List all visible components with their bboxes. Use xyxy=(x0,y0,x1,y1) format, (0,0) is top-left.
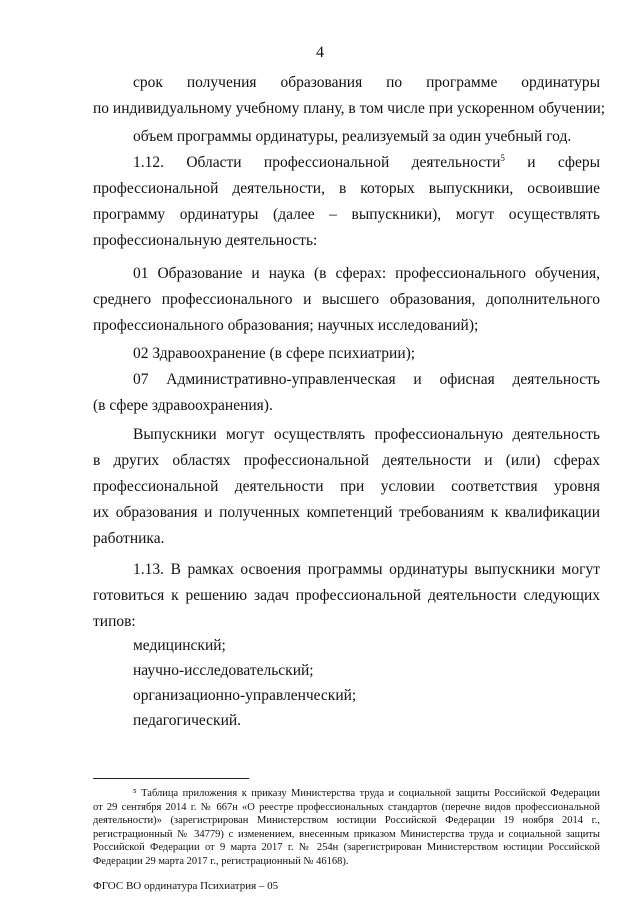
footnote-line: регистрационный № 34779) с изменением, внесенным приказом Министерства труда и социальной защиты xyxy=(93,828,600,840)
text-line: готовиться к решению задач профессиональной деятельности следующих xyxy=(93,587,600,604)
footnote-line: Федерации 29 марта 2017 г., регистрационный № 46168). xyxy=(93,855,349,867)
list-item: медицинский; xyxy=(133,637,226,654)
text-line: объем программы ординатуры, реализуемый за один учебный год. xyxy=(133,128,572,145)
text-line: типов: xyxy=(93,613,136,630)
footnote-line: от 29 сентября 2014 г. № 667н «О реестре профессиональных стандартов (перечне видов профессиональной xyxy=(93,801,600,813)
text-line: профессиональной деятельности при условии соответствия уровня xyxy=(93,478,600,495)
text-fragment: 1.12. Области профессиональной деятельности xyxy=(133,154,501,171)
text-line: профессиональной деятельности, в которых выпускники, освоившие xyxy=(93,180,600,197)
text-line: 01 Образование и наука (в сферах: профессионального обучения, xyxy=(133,265,600,282)
text-line: (в сфере здравоохранения). xyxy=(93,397,273,414)
footnote xyxy=(93,787,600,868)
list-item: научно-исследовательский; xyxy=(133,662,314,679)
text-line: 1.13. В рамках освоения программы ординатуры выпускники могут xyxy=(133,561,600,578)
text-line: Выпускники могут осуществлять профессиональную деятельность xyxy=(133,426,600,443)
paragraph-volume xyxy=(93,124,600,150)
text-line: среднего профессионального и высшего образования, дополнительного xyxy=(93,291,600,308)
list-item: организационно-управленческий; xyxy=(133,687,357,704)
paragraph-area-02 xyxy=(93,341,600,367)
paragraph-study-term xyxy=(93,70,606,122)
text-line: по индивидуальному учебному плану, в том числе при ускоренном обучении; xyxy=(93,100,606,117)
paragraph-other-areas xyxy=(93,422,600,552)
text-line: профессиональную деятельность: xyxy=(93,232,318,249)
footnote-divider xyxy=(93,778,249,779)
text-line: 02 Здравоохранение (в сфере психиатрии); xyxy=(133,345,416,362)
footnote-marker: 5 xyxy=(500,152,505,163)
text-line: срок получения образования по программе ординатуры xyxy=(133,74,600,91)
footnote-line: Российской Федерации от 9 марта 2017 г. № 254н (зарегистрирован Министерством юстиции Российской xyxy=(93,842,600,853)
text-line: 07 Административно-управленческая и офисная деятельность xyxy=(133,371,600,388)
text-line: работника. xyxy=(93,530,165,547)
paragraph-1-13 xyxy=(93,557,600,635)
paragraph-area-07 xyxy=(93,367,600,419)
text-line: их образования и полученных компетенций требованиям к квалификации xyxy=(93,504,600,521)
footnote-line: деятельности)» (зарегистрирован Министерством юстиции Российской Федерации 19 ноября 2014 г., xyxy=(93,815,600,826)
text-line xyxy=(93,150,600,176)
paragraph-1-12 xyxy=(93,150,600,254)
page-number: 4 xyxy=(316,44,324,61)
paragraph-area-01 xyxy=(93,261,600,339)
document-footer: ФГОС ВО ординатура Психиатрия – 05 xyxy=(93,880,279,892)
footnote-line: ⁵ Таблица приложения к приказу Министерства труда и социальной защиты Российской Федерации xyxy=(133,788,600,799)
text-fragment: и сферы xyxy=(504,154,601,171)
text-line: программу ординатуры (далее – выпускники), могут осуществлять xyxy=(93,206,600,223)
text-line: в других областях профессиональной деятельности и (или) сферах xyxy=(93,452,600,469)
list-item: педагогический. xyxy=(133,712,242,729)
text-line: профессионального образования; научных исследований); xyxy=(93,317,479,334)
